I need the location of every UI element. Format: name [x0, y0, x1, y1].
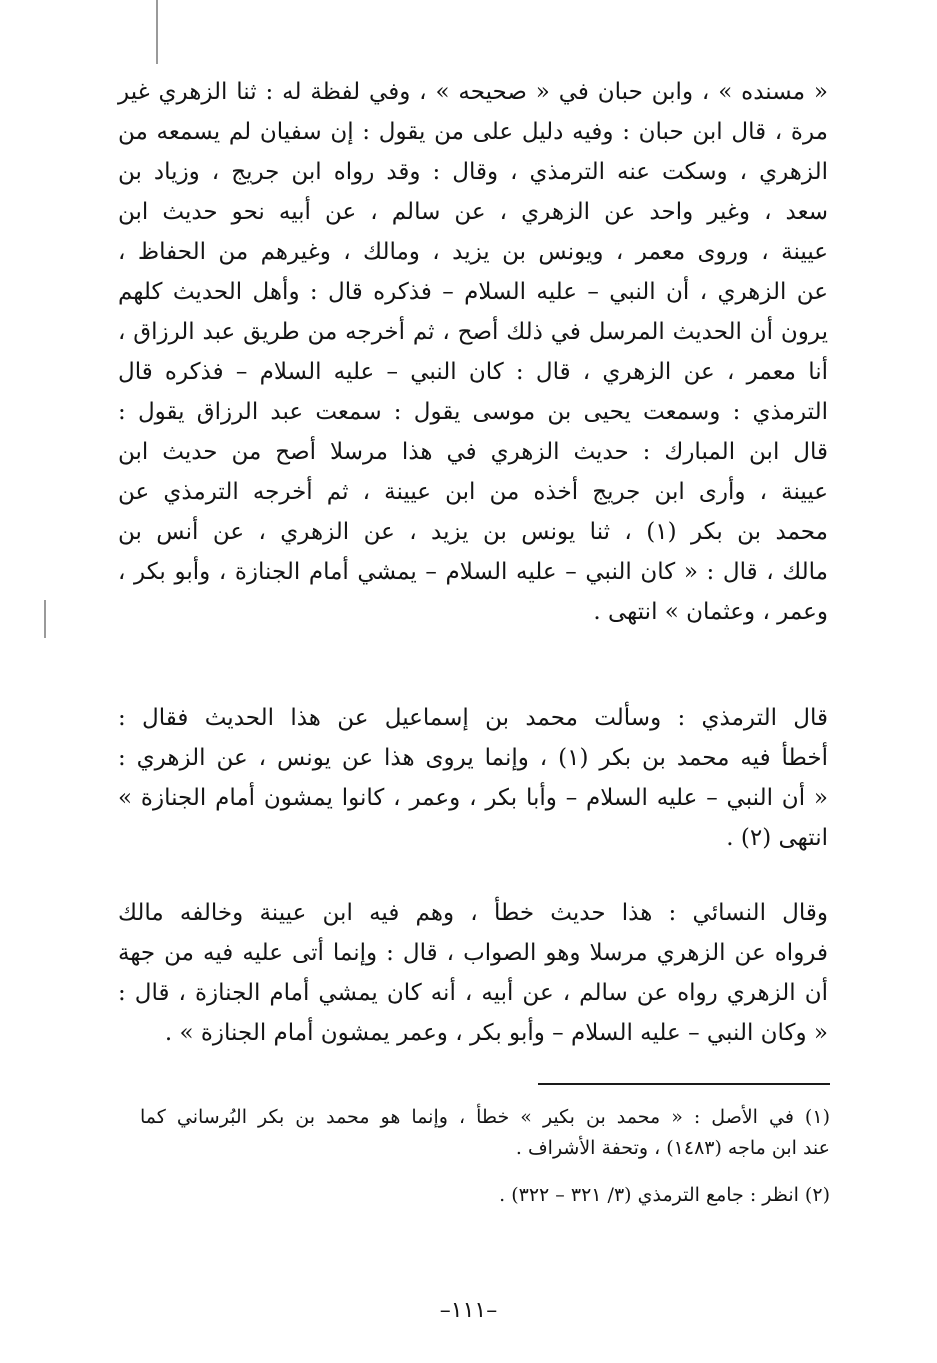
text-line: يرون أن الحديث المرسل في ذلك أصح ، ثم أخرجه من طريق عبد الرزاق ،: [118, 319, 828, 345]
scan-artifact-line: [156, 0, 158, 64]
footnote-1: [140, 1102, 830, 1164]
text-line: « وكان النبي – عليه السلام – وأبو بكر ، وعمر يمشون أمام الجنازة » .: [164, 1020, 828, 1046]
text-line: قال ابن المبارك : حديث الزهري في هذا مرسلا أصح من حديث ابن: [118, 439, 828, 465]
paragraph-3: [118, 893, 828, 1053]
text-line: الزهري ، وسكت عنه الترمذي ، وقال : وقد رواه ابن جريج ، وزياد بن: [118, 159, 828, 185]
text-line: عن الزهري ، أن النبي – عليه السلام – فذكره قال : وأهل الحديث كلهم: [118, 279, 828, 305]
text-line: أنا معمر ، عن الزهري ، قال : كان النبي – عليه السلام – فذكره قال: [118, 359, 828, 385]
text-line: قال الترمذي : وسألت محمد بن إسماعيل عن هذا الحديث فقال :: [118, 705, 828, 731]
text-line: أن الزهري رواه عن سالم ، عن أبيه ، أنه كان يمشي أمام الجنازة ، قال :: [118, 980, 828, 1006]
text-line: وعمر ، وعثمان » انتهى .: [593, 599, 828, 625]
footnote-line: (٢) انظر : جامع الترمذي (٣/ ٣٢١ – ٣٢٢) .: [499, 1184, 830, 1206]
text-line: أخطأ فيه محمد بن بكر (١) ، وإنما يروى هذا عن يونس ، عن الزهري :: [118, 745, 828, 771]
text-line: مرة ، قال ابن حبان : وفيه دليل على من يقول : إن سفيان لم يسمعه من: [118, 119, 828, 145]
footnote-line: (١) في الأصل : « محمد بن بكير » خطأ ، وإنما هو محمد بن بكر البُرساني كما: [140, 1106, 830, 1128]
text-line: مالك ، قال : « كان النبي – عليه السلام – يمشي أمام الجنازة ، وأبو بكر ،: [118, 559, 828, 585]
text-line: وقال النسائي : هذا حديث خطأ ، وهم فيه ابن عيينة وخالفه مالك: [118, 900, 828, 926]
footnote-separator: [538, 1083, 830, 1085]
text-line: فرواه عن الزهري مرسلا وهو الصواب ، قال : وإنما أتى عليه فيه من جهة: [118, 940, 828, 966]
footnote-2: [140, 1180, 830, 1211]
text-line: عيينة ، وأرى ابن جريج أخذه من ابن عيينة ، ثم أخرجه الترمذي عن: [118, 479, 828, 505]
text-line: « أن النبي – عليه السلام – وأبا بكر ، وعمر ، كانوا يمشون أمام الجنازة »: [118, 785, 828, 811]
footnote-line: عند ابن ماجه (١٤٨٣) ، وتحفة الأشراف .: [515, 1137, 830, 1159]
text-line: انتهى (٢) .: [726, 825, 828, 851]
text-line: محمد بن بكر (١) ، ثنا يونس بن يزيد ، عن الزهري ، عن أنس بن: [118, 519, 828, 545]
paragraph-2: [118, 698, 828, 858]
text-line: الترمذي : وسمعت يحيى بن موسى يقول : سمعت عبد الرزاق يقول :: [118, 399, 828, 425]
paragraph-1: [118, 72, 828, 632]
text-line: سعد ، وغير واحد عن الزهري ، عن سالم ، عن أبيه نحو حديث ابن: [118, 199, 828, 225]
text-line: عيينة ، وروى معمر ، ويونس بن يزيد ، ومالك ، وغيرهم من الحفاظ ،: [118, 239, 828, 265]
text-line: « مسنده » ، وابن حبان في « صحيحه » ، وفي لفظة له : ثنا الزهري غير: [118, 79, 828, 105]
scan-artifact-line: [44, 600, 46, 638]
page-number: –١١١–: [439, 1298, 498, 1323]
